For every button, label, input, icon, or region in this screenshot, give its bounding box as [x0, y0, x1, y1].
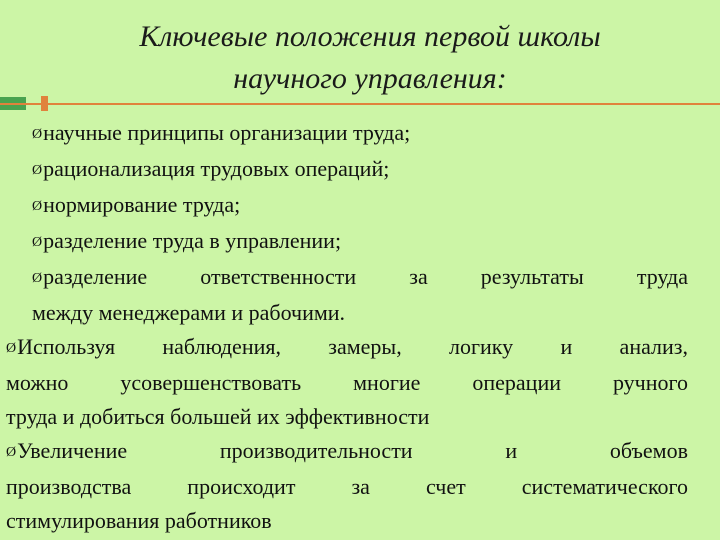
list-item: Øразделение труда в управлении; [32, 228, 342, 253]
list-item: Øрационализация трудовых операций; [32, 156, 390, 181]
arrow-bullet-icon: Ø [32, 199, 43, 214]
title-line-2: научного управления: [233, 62, 507, 95]
list-item: Øнормирование труда; [32, 192, 241, 217]
arrow-bullet-icon: Ø [32, 271, 43, 286]
list-item: Øразделение ответственности за результаты труда [32, 264, 688, 289]
list-item-continuation: между менеджерами и рабочими. [32, 300, 346, 325]
title-line-1: Ключевые положения первой школы [139, 20, 601, 53]
paragraph-line: ØИспользуя наблюдения, замеры, логику и анализ, [6, 334, 688, 359]
arrow-bullet-icon: Ø [6, 445, 17, 460]
slide-title [60, 16, 680, 100]
slide-body [6, 116, 688, 538]
arrow-bullet-icon: Ø [32, 235, 43, 250]
paragraph-line: стимулирования работников [6, 508, 272, 533]
arrow-bullet-icon: Ø [32, 127, 43, 142]
arrow-bullet-icon: Ø [32, 163, 43, 178]
arrow-bullet-icon: Ø [6, 341, 17, 356]
paragraph-line: ØУвеличение производительности и объемов [6, 438, 688, 463]
paragraph-line: производства происходит за счет систематического [6, 474, 688, 499]
paragraph-line: труда и добиться большей их эффективности [6, 404, 430, 429]
paragraph-line: можно усовершенствовать многие операции ручного [6, 370, 688, 395]
list-item: Øнаучные принципы организации труда; [32, 120, 411, 145]
title-divider [0, 103, 720, 105]
